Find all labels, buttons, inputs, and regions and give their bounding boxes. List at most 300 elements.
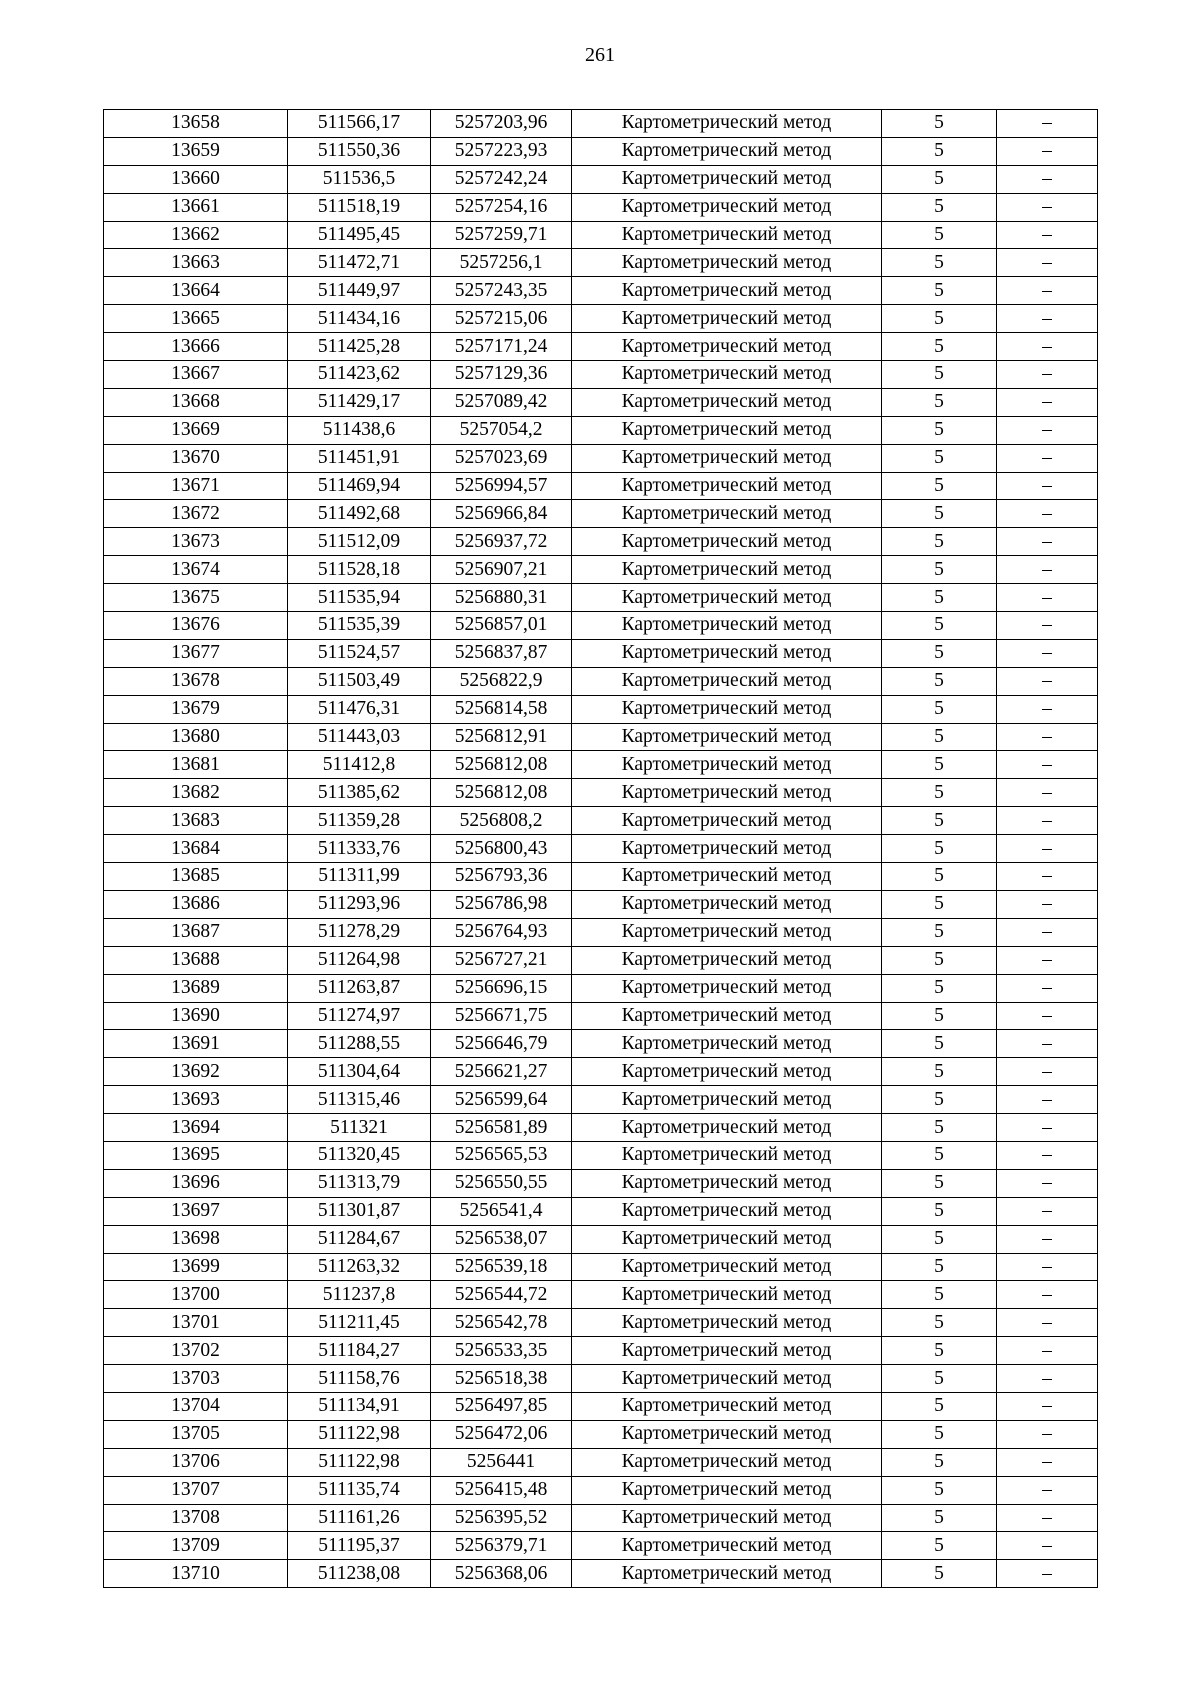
x-coordinate-cell: 511449,97 (288, 277, 431, 305)
point-number-cell: 13689 (104, 974, 288, 1002)
dash-cell: – (997, 1281, 1098, 1309)
x-coordinate-cell: 511512,09 (288, 528, 431, 556)
table-row (104, 556, 1098, 584)
dash-cell: – (997, 974, 1098, 1002)
dash-cell: – (997, 528, 1098, 556)
point-number-cell: 13673 (104, 528, 288, 556)
point-number-cell: 13659 (104, 137, 288, 165)
dash-cell: – (997, 1476, 1098, 1504)
method-cell: Картометрический метод (572, 1197, 882, 1225)
table-row (104, 1253, 1098, 1281)
accuracy-cell: 5 (882, 165, 997, 193)
point-number-cell: 13693 (104, 1086, 288, 1114)
method-cell: Картометрический метод (572, 137, 882, 165)
dash-cell: – (997, 277, 1098, 305)
method-cell: Картометрический метод (572, 528, 882, 556)
accuracy-cell: 5 (882, 249, 997, 277)
y-coordinate-cell: 5256764,93 (431, 918, 572, 946)
method-cell: Картометрический метод (572, 416, 882, 444)
point-number-cell: 13706 (104, 1448, 288, 1476)
x-coordinate-cell: 511333,76 (288, 835, 431, 863)
method-cell: Картометрический метод (572, 584, 882, 612)
dash-cell: – (997, 1337, 1098, 1365)
y-coordinate-cell: 5256441 (431, 1448, 572, 1476)
y-coordinate-cell: 5257259,71 (431, 221, 572, 249)
accuracy-cell: 5 (882, 1225, 997, 1253)
x-coordinate-cell: 511158,76 (288, 1365, 431, 1393)
point-number-cell: 13670 (104, 444, 288, 472)
x-coordinate-cell: 511122,98 (288, 1420, 431, 1448)
dash-cell: – (997, 221, 1098, 249)
dash-cell: – (997, 1114, 1098, 1142)
method-cell: Картометрический метод (572, 305, 882, 333)
method-cell: Картометрический метод (572, 974, 882, 1002)
table-row (104, 639, 1098, 667)
x-coordinate-cell: 511211,45 (288, 1309, 431, 1337)
x-coordinate-cell: 511524,57 (288, 639, 431, 667)
x-coordinate-cell: 511412,8 (288, 751, 431, 779)
accuracy-cell: 5 (882, 835, 997, 863)
table-row (104, 835, 1098, 863)
dash-cell: – (997, 1169, 1098, 1197)
dash-cell: – (997, 1560, 1098, 1588)
method-cell: Картометрический метод (572, 751, 882, 779)
y-coordinate-cell: 5256533,35 (431, 1337, 572, 1365)
method-cell: Картометрический метод (572, 361, 882, 389)
y-coordinate-cell: 5256837,87 (431, 639, 572, 667)
table-row (104, 1420, 1098, 1448)
accuracy-cell: 5 (882, 1197, 997, 1225)
y-coordinate-cell: 5256808,2 (431, 807, 572, 835)
x-coordinate-cell: 511264,98 (288, 946, 431, 974)
table-row (104, 1197, 1098, 1225)
y-coordinate-cell: 5257254,16 (431, 193, 572, 221)
x-coordinate-cell: 511321 (288, 1114, 431, 1142)
dash-cell: – (997, 110, 1098, 138)
dash-cell: – (997, 835, 1098, 863)
dash-cell: – (997, 444, 1098, 472)
x-coordinate-cell: 511293,96 (288, 890, 431, 918)
method-cell: Картометрический метод (572, 807, 882, 835)
table-row (104, 1030, 1098, 1058)
table-row (104, 612, 1098, 640)
accuracy-cell: 5 (882, 1114, 997, 1142)
dash-cell: – (997, 584, 1098, 612)
x-coordinate-cell: 511469,94 (288, 472, 431, 500)
x-coordinate-cell: 511288,55 (288, 1030, 431, 1058)
x-coordinate-cell: 511434,16 (288, 305, 431, 333)
point-number-cell: 13690 (104, 1002, 288, 1030)
accuracy-cell: 5 (882, 1476, 997, 1504)
x-coordinate-cell: 511301,87 (288, 1197, 431, 1225)
method-cell: Картометрический метод (572, 249, 882, 277)
accuracy-cell: 5 (882, 472, 997, 500)
table-row (104, 277, 1098, 305)
point-number-cell: 13691 (104, 1030, 288, 1058)
dash-cell: – (997, 751, 1098, 779)
y-coordinate-cell: 5256937,72 (431, 528, 572, 556)
table-row (104, 388, 1098, 416)
table-row (104, 779, 1098, 807)
method-cell: Картометрический метод (572, 221, 882, 249)
y-coordinate-cell: 5256518,38 (431, 1365, 572, 1393)
table-row (104, 1225, 1098, 1253)
dash-cell: – (997, 779, 1098, 807)
accuracy-cell: 5 (882, 277, 997, 305)
x-coordinate-cell: 511263,32 (288, 1253, 431, 1281)
dash-cell: – (997, 1058, 1098, 1086)
point-number-cell: 13682 (104, 779, 288, 807)
table-row (104, 1141, 1098, 1169)
point-number-cell: 13672 (104, 500, 288, 528)
accuracy-cell: 5 (882, 612, 997, 640)
point-number-cell: 13687 (104, 918, 288, 946)
y-coordinate-cell: 5256599,64 (431, 1086, 572, 1114)
y-coordinate-cell: 5256539,18 (431, 1253, 572, 1281)
table-row (104, 1560, 1098, 1588)
dash-cell: – (997, 890, 1098, 918)
y-coordinate-cell: 5256793,36 (431, 863, 572, 891)
accuracy-cell: 5 (882, 1309, 997, 1337)
method-cell: Картометрический метод (572, 1476, 882, 1504)
point-number-cell: 13700 (104, 1281, 288, 1309)
dash-cell: – (997, 1309, 1098, 1337)
point-number-cell: 13661 (104, 193, 288, 221)
dash-cell: – (997, 695, 1098, 723)
method-cell: Картометрический метод (572, 890, 882, 918)
x-coordinate-cell: 511134,91 (288, 1392, 431, 1420)
x-coordinate-cell: 511535,39 (288, 612, 431, 640)
point-number-cell: 13694 (104, 1114, 288, 1142)
dash-cell: – (997, 193, 1098, 221)
dash-cell: – (997, 249, 1098, 277)
x-coordinate-cell: 511443,03 (288, 723, 431, 751)
accuracy-cell: 5 (882, 305, 997, 333)
accuracy-cell: 5 (882, 1086, 997, 1114)
dash-cell: – (997, 1420, 1098, 1448)
x-coordinate-cell: 511237,8 (288, 1281, 431, 1309)
method-cell: Картометрический метод (572, 1392, 882, 1420)
y-coordinate-cell: 5256822,9 (431, 667, 572, 695)
accuracy-cell: 5 (882, 137, 997, 165)
method-cell: Картометрический метод (572, 1114, 882, 1142)
accuracy-cell: 5 (882, 918, 997, 946)
y-coordinate-cell: 5256727,21 (431, 946, 572, 974)
table-row (104, 946, 1098, 974)
y-coordinate-cell: 5257243,35 (431, 277, 572, 305)
point-number-cell: 13677 (104, 639, 288, 667)
dash-cell: – (997, 1448, 1098, 1476)
accuracy-cell: 5 (882, 1420, 997, 1448)
dash-cell: – (997, 1532, 1098, 1560)
table-row (104, 807, 1098, 835)
table-row (104, 333, 1098, 361)
accuracy-cell: 5 (882, 528, 997, 556)
point-number-cell: 13701 (104, 1309, 288, 1337)
accuracy-cell: 5 (882, 1058, 997, 1086)
table-row (104, 444, 1098, 472)
table-row (104, 528, 1098, 556)
accuracy-cell: 5 (882, 1337, 997, 1365)
point-number-cell: 13680 (104, 723, 288, 751)
method-cell: Картометрический метод (572, 918, 882, 946)
x-coordinate-cell: 511161,26 (288, 1504, 431, 1532)
point-number-cell: 13669 (104, 416, 288, 444)
y-coordinate-cell: 5256966,84 (431, 500, 572, 528)
method-cell: Картометрический метод (572, 1281, 882, 1309)
point-number-cell: 13658 (104, 110, 288, 138)
table-row (104, 918, 1098, 946)
x-coordinate-cell: 511304,64 (288, 1058, 431, 1086)
point-number-cell: 13684 (104, 835, 288, 863)
coordinates-table (103, 109, 1098, 1588)
point-number-cell: 13705 (104, 1420, 288, 1448)
method-cell: Картометрический метод (572, 444, 882, 472)
dash-cell: – (997, 1002, 1098, 1030)
table-row (104, 1476, 1098, 1504)
y-coordinate-cell: 5256696,15 (431, 974, 572, 1002)
method-cell: Картометрический метод (572, 388, 882, 416)
point-number-cell: 13663 (104, 249, 288, 277)
table-row (104, 472, 1098, 500)
method-cell: Картометрический метод (572, 333, 882, 361)
x-coordinate-cell: 511359,28 (288, 807, 431, 835)
accuracy-cell: 5 (882, 1504, 997, 1532)
dash-cell: – (997, 333, 1098, 361)
accuracy-cell: 5 (882, 584, 997, 612)
x-coordinate-cell: 511476,31 (288, 695, 431, 723)
x-coordinate-cell: 511451,91 (288, 444, 431, 472)
table-row (104, 974, 1098, 1002)
dash-cell: – (997, 807, 1098, 835)
table-row (104, 1169, 1098, 1197)
accuracy-cell: 5 (882, 1365, 997, 1393)
dash-cell: – (997, 667, 1098, 695)
y-coordinate-cell: 5256857,01 (431, 612, 572, 640)
table-row (104, 1392, 1098, 1420)
table-row (104, 249, 1098, 277)
dash-cell: – (997, 1365, 1098, 1393)
dash-cell: – (997, 612, 1098, 640)
x-coordinate-cell: 511284,67 (288, 1225, 431, 1253)
point-number-cell: 13686 (104, 890, 288, 918)
method-cell: Картометрический метод (572, 1030, 882, 1058)
point-number-cell: 13698 (104, 1225, 288, 1253)
accuracy-cell: 5 (882, 361, 997, 389)
x-coordinate-cell: 511472,71 (288, 249, 431, 277)
x-coordinate-cell: 511503,49 (288, 667, 431, 695)
method-cell: Картометрический метод (572, 500, 882, 528)
accuracy-cell: 5 (882, 863, 997, 891)
dash-cell: – (997, 305, 1098, 333)
x-coordinate-cell: 511315,46 (288, 1086, 431, 1114)
method-cell: Картометрический метод (572, 695, 882, 723)
method-cell: Картометрический метод (572, 193, 882, 221)
point-number-cell: 13707 (104, 1476, 288, 1504)
dash-cell: – (997, 1030, 1098, 1058)
accuracy-cell: 5 (882, 667, 997, 695)
accuracy-cell: 5 (882, 1169, 997, 1197)
dash-cell: – (997, 416, 1098, 444)
table-row (104, 1086, 1098, 1114)
accuracy-cell: 5 (882, 695, 997, 723)
accuracy-cell: 5 (882, 1392, 997, 1420)
point-number-cell: 13665 (104, 305, 288, 333)
method-cell: Картометрический метод (572, 1169, 882, 1197)
table-row (104, 1337, 1098, 1365)
accuracy-cell: 5 (882, 193, 997, 221)
table-row (104, 416, 1098, 444)
dash-cell: – (997, 1504, 1098, 1532)
accuracy-cell: 5 (882, 221, 997, 249)
y-coordinate-cell: 5256812,08 (431, 751, 572, 779)
y-coordinate-cell: 5257054,2 (431, 416, 572, 444)
accuracy-cell: 5 (882, 1253, 997, 1281)
dash-cell: – (997, 1141, 1098, 1169)
table-row (104, 1504, 1098, 1532)
table-row (104, 1114, 1098, 1142)
x-coordinate-cell: 511528,18 (288, 556, 431, 584)
method-cell: Картометрический метод (572, 165, 882, 193)
dash-cell: – (997, 1197, 1098, 1225)
table-row (104, 361, 1098, 389)
point-number-cell: 13696 (104, 1169, 288, 1197)
accuracy-cell: 5 (882, 1030, 997, 1058)
accuracy-cell: 5 (882, 110, 997, 138)
x-coordinate-cell: 511313,79 (288, 1169, 431, 1197)
accuracy-cell: 5 (882, 890, 997, 918)
accuracy-cell: 5 (882, 807, 997, 835)
accuracy-cell: 5 (882, 556, 997, 584)
point-number-cell: 13699 (104, 1253, 288, 1281)
y-coordinate-cell: 5256907,21 (431, 556, 572, 584)
point-number-cell: 13674 (104, 556, 288, 584)
method-cell: Картометрический метод (572, 1504, 882, 1532)
y-coordinate-cell: 5256880,31 (431, 584, 572, 612)
x-coordinate-cell: 511535,94 (288, 584, 431, 612)
point-number-cell: 13697 (104, 1197, 288, 1225)
method-cell: Картометрический метод (572, 1253, 882, 1281)
page-number: 261 (585, 44, 615, 66)
accuracy-cell: 5 (882, 779, 997, 807)
method-cell: Картометрический метод (572, 277, 882, 305)
x-coordinate-cell: 511238,08 (288, 1560, 431, 1588)
point-number-cell: 13709 (104, 1532, 288, 1560)
point-number-cell: 13679 (104, 695, 288, 723)
dash-cell: – (997, 556, 1098, 584)
x-coordinate-cell: 511263,87 (288, 974, 431, 1002)
accuracy-cell: 5 (882, 388, 997, 416)
table-row (104, 1309, 1098, 1337)
method-cell: Картометрический метод (572, 1448, 882, 1476)
method-cell: Картометрический метод (572, 1532, 882, 1560)
method-cell: Картометрический метод (572, 946, 882, 974)
y-coordinate-cell: 5256544,72 (431, 1281, 572, 1309)
table-row (104, 1448, 1098, 1476)
dash-cell: – (997, 863, 1098, 891)
accuracy-cell: 5 (882, 500, 997, 528)
table-row (104, 1281, 1098, 1309)
y-coordinate-cell: 5256812,08 (431, 779, 572, 807)
table-row (104, 667, 1098, 695)
method-cell: Картометрический метод (572, 723, 882, 751)
dash-cell: – (997, 639, 1098, 667)
dash-cell: – (997, 1253, 1098, 1281)
table-row (104, 193, 1098, 221)
y-coordinate-cell: 5256994,57 (431, 472, 572, 500)
dash-cell: – (997, 1086, 1098, 1114)
x-coordinate-cell: 511425,28 (288, 333, 431, 361)
y-coordinate-cell: 5256538,07 (431, 1225, 572, 1253)
y-coordinate-cell: 5256581,89 (431, 1114, 572, 1142)
point-number-cell: 13681 (104, 751, 288, 779)
y-coordinate-cell: 5256646,79 (431, 1030, 572, 1058)
method-cell: Картометрический метод (572, 639, 882, 667)
dash-cell: – (997, 500, 1098, 528)
table-row (104, 723, 1098, 751)
accuracy-cell: 5 (882, 1281, 997, 1309)
y-coordinate-cell: 5256565,53 (431, 1141, 572, 1169)
y-coordinate-cell: 5257242,24 (431, 165, 572, 193)
y-coordinate-cell: 5256379,71 (431, 1532, 572, 1560)
table-row (104, 863, 1098, 891)
point-number-cell: 13678 (104, 667, 288, 695)
x-coordinate-cell: 511122,98 (288, 1448, 431, 1476)
y-coordinate-cell: 5256812,91 (431, 723, 572, 751)
x-coordinate-cell: 511195,37 (288, 1532, 431, 1560)
y-coordinate-cell: 5256368,06 (431, 1560, 572, 1588)
method-cell: Картометрический метод (572, 835, 882, 863)
method-cell: Картометрический метод (572, 612, 882, 640)
y-coordinate-cell: 5257223,93 (431, 137, 572, 165)
x-coordinate-cell: 511518,19 (288, 193, 431, 221)
y-coordinate-cell: 5256800,43 (431, 835, 572, 863)
point-number-cell: 13688 (104, 946, 288, 974)
method-cell: Картометрический метод (572, 110, 882, 138)
point-number-cell: 13710 (104, 1560, 288, 1588)
table-row (104, 890, 1098, 918)
table-row (104, 1532, 1098, 1560)
method-cell: Картометрический метод (572, 1225, 882, 1253)
point-number-cell: 13704 (104, 1392, 288, 1420)
y-coordinate-cell: 5256395,52 (431, 1504, 572, 1532)
accuracy-cell: 5 (882, 1141, 997, 1169)
y-coordinate-cell: 5256814,58 (431, 695, 572, 723)
point-number-cell: 13662 (104, 221, 288, 249)
point-number-cell: 13692 (104, 1058, 288, 1086)
dash-cell: – (997, 165, 1098, 193)
x-coordinate-cell: 511135,74 (288, 1476, 431, 1504)
point-number-cell: 13685 (104, 863, 288, 891)
accuracy-cell: 5 (882, 946, 997, 974)
y-coordinate-cell: 5256542,78 (431, 1309, 572, 1337)
x-coordinate-cell: 511274,97 (288, 1002, 431, 1030)
y-coordinate-cell: 5256415,48 (431, 1476, 572, 1504)
table-row (104, 305, 1098, 333)
point-number-cell: 13676 (104, 612, 288, 640)
dash-cell: – (997, 918, 1098, 946)
table-row (104, 1002, 1098, 1030)
point-number-cell: 13667 (104, 361, 288, 389)
x-coordinate-cell: 511536,5 (288, 165, 431, 193)
table-row (104, 695, 1098, 723)
x-coordinate-cell: 511492,68 (288, 500, 431, 528)
dash-cell: – (997, 361, 1098, 389)
accuracy-cell: 5 (882, 416, 997, 444)
dash-cell: – (997, 388, 1098, 416)
accuracy-cell: 5 (882, 1002, 997, 1030)
accuracy-cell: 5 (882, 1560, 997, 1588)
